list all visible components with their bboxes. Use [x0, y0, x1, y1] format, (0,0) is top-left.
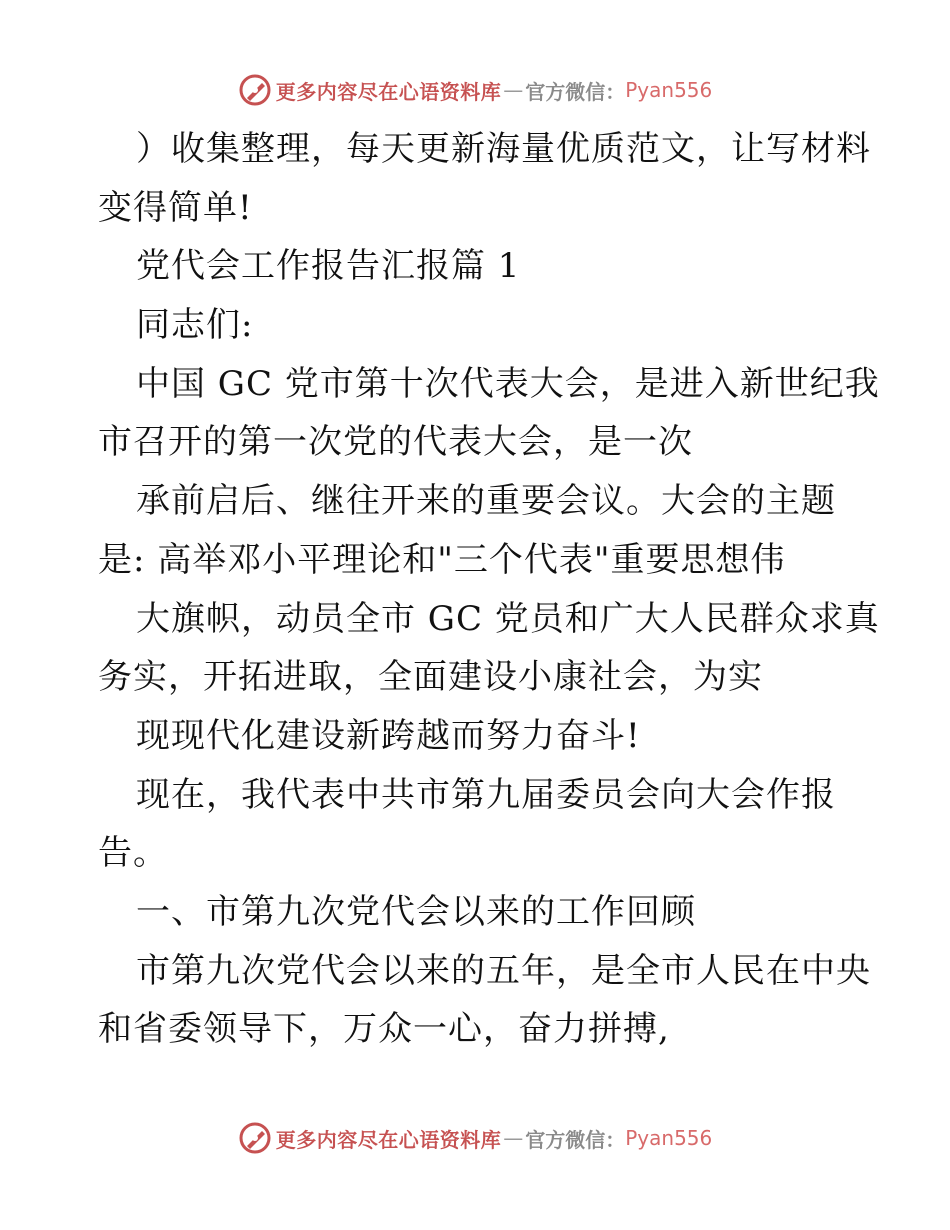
document-line: 市第九次党代会以来的五年，是全市人民在中央: [136, 950, 871, 991]
header-banner-separator: —: [503, 78, 524, 102]
document-line: 同志们:: [136, 305, 254, 346]
document-line: 和省委领导下，万众一心，奋力拼搏,: [98, 1009, 670, 1050]
document-line: 务实，开拓进取，全面建设小康社会，为实: [98, 657, 763, 698]
pen-logo-icon: [238, 1121, 272, 1155]
footer-banner-text: 更多内容尽在心语资料库: [275, 1127, 502, 1152]
document-line: 党代会工作报告汇报篇 1: [136, 246, 521, 287]
document-line: 市召开的第一次党的代表大会，是一次: [98, 422, 693, 463]
document-line: 是: 高举邓小平理论和"三个代表"重要思想伟: [98, 539, 786, 580]
document-line: 一、市第九次党代会以来的工作回顾: [136, 891, 696, 932]
document-line: ）收集整理，每天更新海量优质范文，让写材料: [136, 129, 871, 169]
header-banner: [0, 70, 950, 110]
footer-banner: [0, 1118, 950, 1158]
document-line: 现现代化建设新跨越而努力奋斗!: [136, 715, 641, 756]
header-wechat-id: Pyan556: [625, 78, 713, 102]
pen-logo-icon: [238, 73, 272, 107]
document-line: 现在，我代表中共市第九届委员会向大会作报: [136, 774, 836, 815]
document-line: 告。: [98, 833, 168, 874]
footer-banner-separator: —: [503, 1126, 524, 1150]
header-wechat-label: 官方微信：: [525, 79, 626, 104]
footer-wechat-id: Pyan556: [625, 1126, 713, 1150]
document-body: [98, 120, 880, 1059]
header-banner-text: 更多内容尽在心语资料库: [275, 79, 502, 104]
document-line: 变得简单!: [98, 187, 253, 228]
document-line: 中国 GC 党市第十次代表大会，是进入新世纪我: [136, 363, 880, 404]
document-line: 承前启后、继往开来的重要会议。大会的主题: [136, 481, 836, 522]
document-line: 大旗帜，动员全市 GC 党员和广大人民群众求真: [136, 598, 880, 639]
footer-wechat-label: 官方微信：: [525, 1127, 626, 1152]
